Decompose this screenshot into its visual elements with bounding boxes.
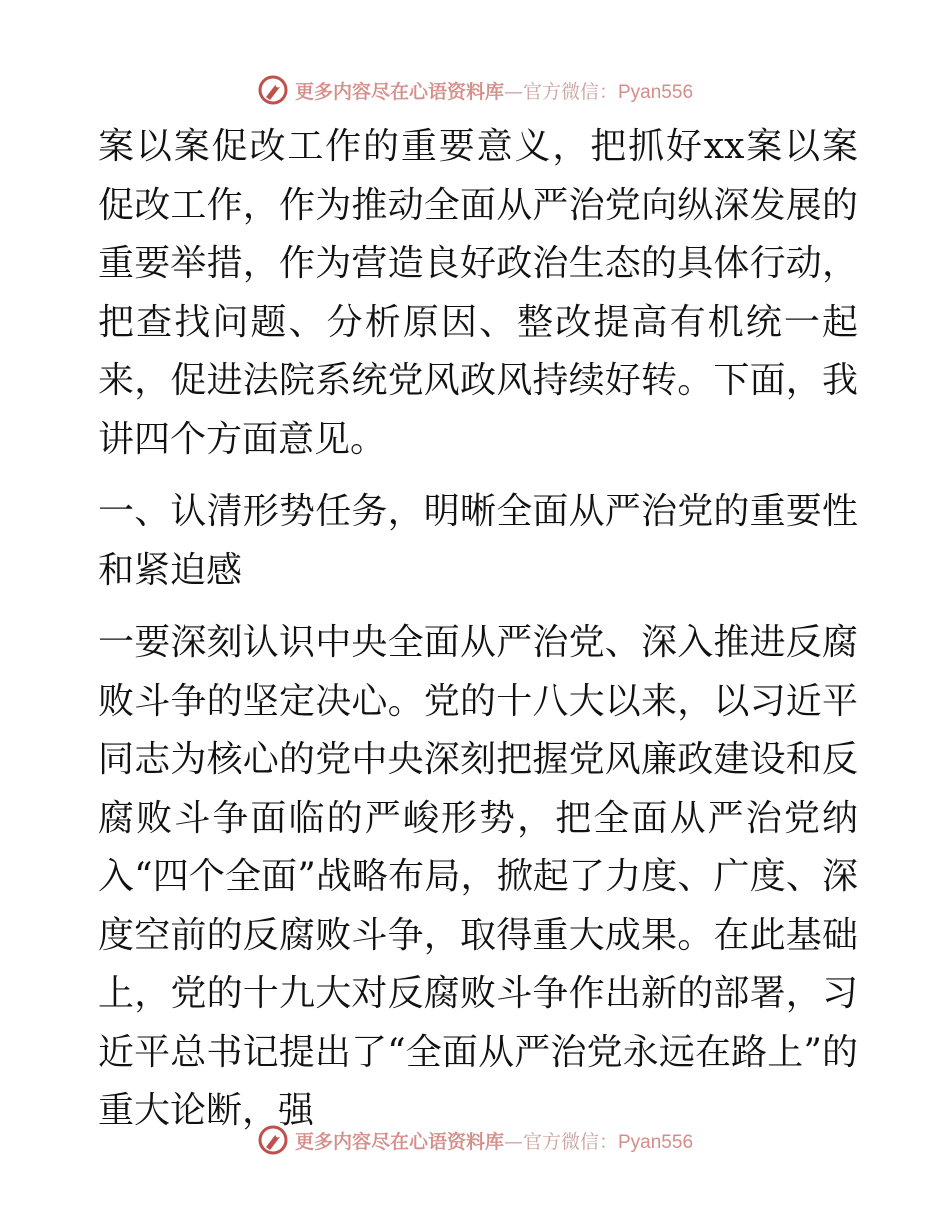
footer-watermark <box>0 1120 950 1160</box>
pen-logo-icon <box>257 1124 289 1156</box>
watermark-contact-label: 官方微信： <box>522 80 618 103</box>
watermark-contact-id: Pyan556 <box>618 81 694 103</box>
watermark-separator: — <box>503 80 523 103</box>
watermark-contact-id: Pyan556 <box>618 1131 694 1153</box>
watermark-text <box>295 1127 693 1154</box>
watermark-brand: 更多内容尽在心语资料库 <box>294 1130 504 1153</box>
watermark-contact-label: 官方微信： <box>522 1130 618 1153</box>
body-paragraph-2: 一要深刻认识中央全面从严治党、深入推进反腐败斗争的坚定决心。党的十八大以来，以习近平同志为核心的党中央深刻把握党风廉政建设和反腐败斗争面临的严峻形势，把全面从严治党纳入“四个全面”战略布局，掀起了力度、广度、深度空前的反腐败斗争，取得重大成果。在此基础上，党的十九大对反腐败斗争作出新的部署，习近平总书记提出了“全面从严治党永远在路上”的重大论断，强 <box>98 622 858 1131</box>
document-body <box>98 118 858 1141</box>
header-watermark <box>0 70 950 110</box>
watermark-separator: — <box>503 1130 523 1153</box>
watermark-brand: 更多内容尽在心语资料库 <box>294 80 504 103</box>
section-heading-1: 一、认清形势任务，明晰全面从严治党的重要性和紧迫感 <box>98 491 858 591</box>
watermark-text <box>295 77 693 104</box>
body-paragraph-1: 案以案促改工作的重要意义，把抓好xx案以案促改工作，作为推动全面从严治党向纵深发展的重要举措，作为营造良好政治生态的具体行动，把查找问题、分析原因、整改提高有机统一起来，促进法院系统党风政风持续好转。下面，我讲四个方面意见。 <box>98 126 858 460</box>
pen-logo-icon <box>257 74 289 106</box>
